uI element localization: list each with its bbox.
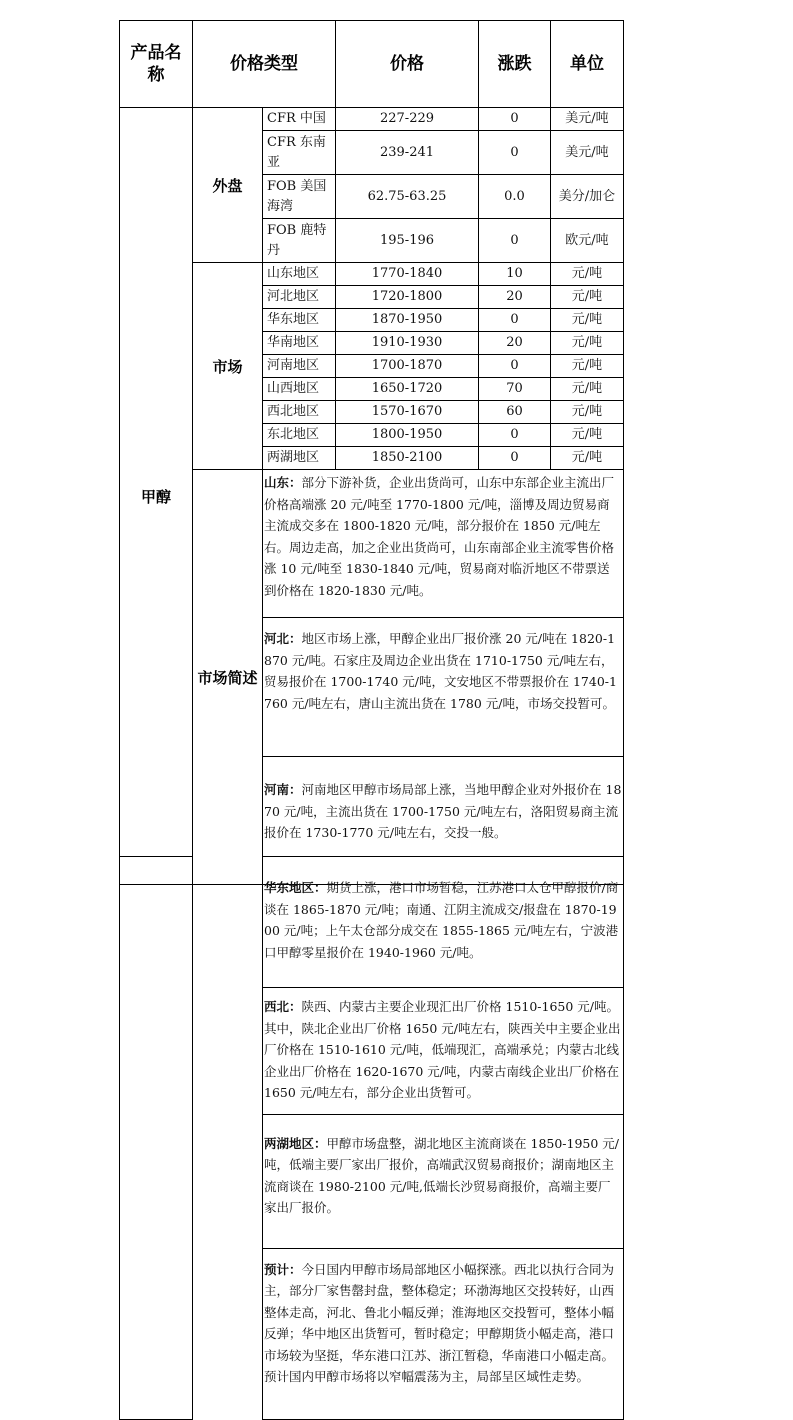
market-note — [263, 988, 624, 1115]
table-row-price: 239-241 — [336, 131, 479, 175]
table-row-price: 1570-1670 — [336, 401, 479, 424]
table-row-change: 0 — [479, 108, 551, 131]
table-row-unit: 元/吨 — [551, 309, 624, 332]
note-title: 河南： — [264, 782, 302, 797]
table-row-unit: 元/吨 — [551, 355, 624, 378]
continuation-table — [119, 856, 624, 1420]
note-text: 今日国内甲醇市场局部地区小幅探涨。西北以执行合同为主，部分厂家售罄封盘，整体稳定；环渤海地区交投转好，山西整体走高，河北、鲁北小幅反弹；淮海地区交投暂可，整体小幅反弹；华中地区出货暂可，暂时稳定；甲醇期货小幅走高，港口市场较为坚挺，华东港口江苏、浙江暂稳，华南港口小幅走高。预计国内甲醇市场将以窄幅震荡为主，局部呈区域性走势。 — [264, 1261, 615, 1384]
price-table — [119, 20, 624, 885]
header-price-type: 价格类型 — [193, 21, 336, 108]
note-text: 甲醇市场盘整，湖北地区主流商谈在 1850-1950 元/吨，低端主要厂家出厂报价，高端武汉贸易商报价；湖南地区主流商谈在 1980-2100 元/吨,低端长沙贸易商报价，高端主要厂家出厂报价。 — [264, 1135, 620, 1215]
table-row-change: 0 — [479, 355, 551, 378]
table-row-name: 两湖地区 — [263, 447, 336, 470]
note-title: 山东： — [264, 475, 302, 490]
product-name: 甲醇 — [120, 108, 193, 885]
table-row-name: CFR 中国 — [263, 108, 336, 131]
table-row-name: 西北地区 — [263, 401, 336, 424]
table-row-price: 1700-1870 — [336, 355, 479, 378]
table-row-unit: 元/吨 — [551, 447, 624, 470]
table-row-unit: 元/吨 — [551, 378, 624, 401]
summary-label: 市场简述 — [193, 470, 263, 885]
table-row-price: 1910-1930 — [336, 332, 479, 355]
header-product: 产品名称 — [120, 21, 193, 108]
table-row-unit: 欧元/吨 — [551, 219, 624, 263]
table-row-price: 1770-1840 — [336, 263, 479, 286]
table-row-price: 62.75-63.25 — [336, 175, 479, 219]
table-row-price: 1850-2100 — [336, 447, 479, 470]
table-row-price: 1800-1950 — [336, 424, 479, 447]
note-title: 西北： — [264, 999, 302, 1014]
table-row-unit: 元/吨 — [551, 401, 624, 424]
note-title: 华东地区： — [264, 880, 327, 895]
note-text: 陕西、内蒙古主要企业现汇出厂价格 1510-1650 元/吨。其中，陕北企业出厂价格 1650 元/吨左右，陕西关中主要企业出厂价格在 1510-1610 元/吨，低端现汇，高端承兑；内蒙古北线企业出厂价格在 1620-1670 元/吨，内蒙古南线企业出厂价格在 1650 元/吨左右，部分企业出货暂可。 — [264, 999, 621, 1100]
table-row-unit: 美元/吨 — [551, 108, 624, 131]
header-unit: 单位 — [551, 21, 624, 108]
note-text: 期货上涨，港口市场暂稳，江苏港口太仓甲醇报价/商谈在 1865-1870 元/吨；南通、江阴主流成交/报盘在 1870-1900 元/吨；上午太仓部分成交在 1855-1865 元/吨左右，宁波港口甲醇零星报价在 1940-1960 元/吨。 — [264, 880, 619, 960]
note-text: 部分下游补货，企业出货尚可，山东中东部企业主流出厂价格高端涨 20 元/吨至 1770-1800 元/吨，淄博及周边贸易商主流成交多在 1800-1820 元/吨，部分报价在 1850 元/吨左右。周边走高，加之企业出货尚可，山东南部企业主流零售价格涨 10 元/吨至 1830-1840 元/吨，贸易商对临沂地区不带票送到价格在 1820-1830 元/吨。 — [264, 475, 615, 598]
table-row-name: FOB 鹿特丹 — [263, 219, 336, 263]
table-row-name: FOB 美国海湾 — [263, 175, 336, 219]
market-note — [263, 1248, 624, 1419]
table-row-name: 华东地区 — [263, 309, 336, 332]
note-text: 地区市场上涨，甲醇企业出厂报价涨 20 元/吨在 1820-1870 元/吨。石家庄及周边企业出货在 1710-1750 元/吨左右，贸易报价在 1700-1740 元/吨，文安地区不带票报价在 1740-1760 元/吨左右，唐山主流出货在 1780 元/吨，市场交投暂可。 — [264, 631, 617, 711]
table-row-change: 0 — [479, 219, 551, 263]
market-note — [263, 470, 624, 618]
note-title: 两湖地区： — [264, 1135, 327, 1151]
market-note — [263, 857, 624, 988]
market-label: 市场 — [193, 263, 263, 470]
table-row-unit: 元/吨 — [551, 424, 624, 447]
table-row-change: 10 — [479, 263, 551, 286]
table-row-change: 0.0 — [479, 175, 551, 219]
table-row-change: 0 — [479, 131, 551, 175]
table-row-change: 0 — [479, 424, 551, 447]
table-row-price: 1870-1950 — [336, 309, 479, 332]
table-row-change: 70 — [479, 378, 551, 401]
blank-label-cell — [193, 857, 263, 1420]
table-row-name: 河南地区 — [263, 355, 336, 378]
table-row-price: 227-229 — [336, 108, 479, 131]
table-row-change: 0 — [479, 447, 551, 470]
table-row-change: 60 — [479, 401, 551, 424]
header-change: 涨跌 — [479, 21, 551, 108]
market-note — [263, 618, 624, 757]
note-text: 河南地区甲醇市场局部上涨，当地甲醇企业对外报价在 1870 元/吨，主流出货在 1700-1750 元/吨左右，洛阳贸易商主流报价在 1730-1770 元/吨左右，交投一般。 — [264, 782, 622, 840]
table-row-unit: 美元/吨 — [551, 131, 624, 175]
note-title: 预计： — [264, 1261, 302, 1277]
table-row-unit: 元/吨 — [551, 332, 624, 355]
table-row-price: 1720-1800 — [336, 286, 479, 309]
note-title: 河北： — [264, 631, 302, 646]
table-row-price: 195-196 — [336, 219, 479, 263]
table-row-name: 华南地区 — [263, 332, 336, 355]
table-row-name: 东北地区 — [263, 424, 336, 447]
table-row-name: CFR 东南亚 — [263, 131, 336, 175]
table-row-unit: 元/吨 — [551, 263, 624, 286]
table-row-change: 0 — [479, 309, 551, 332]
header-price: 价格 — [336, 21, 479, 108]
table-row-name: 河北地区 — [263, 286, 336, 309]
table-row-unit: 美分/加仑 — [551, 175, 624, 219]
external-label: 外盘 — [193, 108, 263, 263]
table-row-name: 山西地区 — [263, 378, 336, 401]
blank-product-cell — [120, 857, 193, 1420]
market-note — [263, 1114, 624, 1248]
table-row-price: 1650-1720 — [336, 378, 479, 401]
table-row-change: 20 — [479, 286, 551, 309]
table-row-unit: 元/吨 — [551, 286, 624, 309]
table-row-change: 20 — [479, 332, 551, 355]
table-row-name: 山东地区 — [263, 263, 336, 286]
